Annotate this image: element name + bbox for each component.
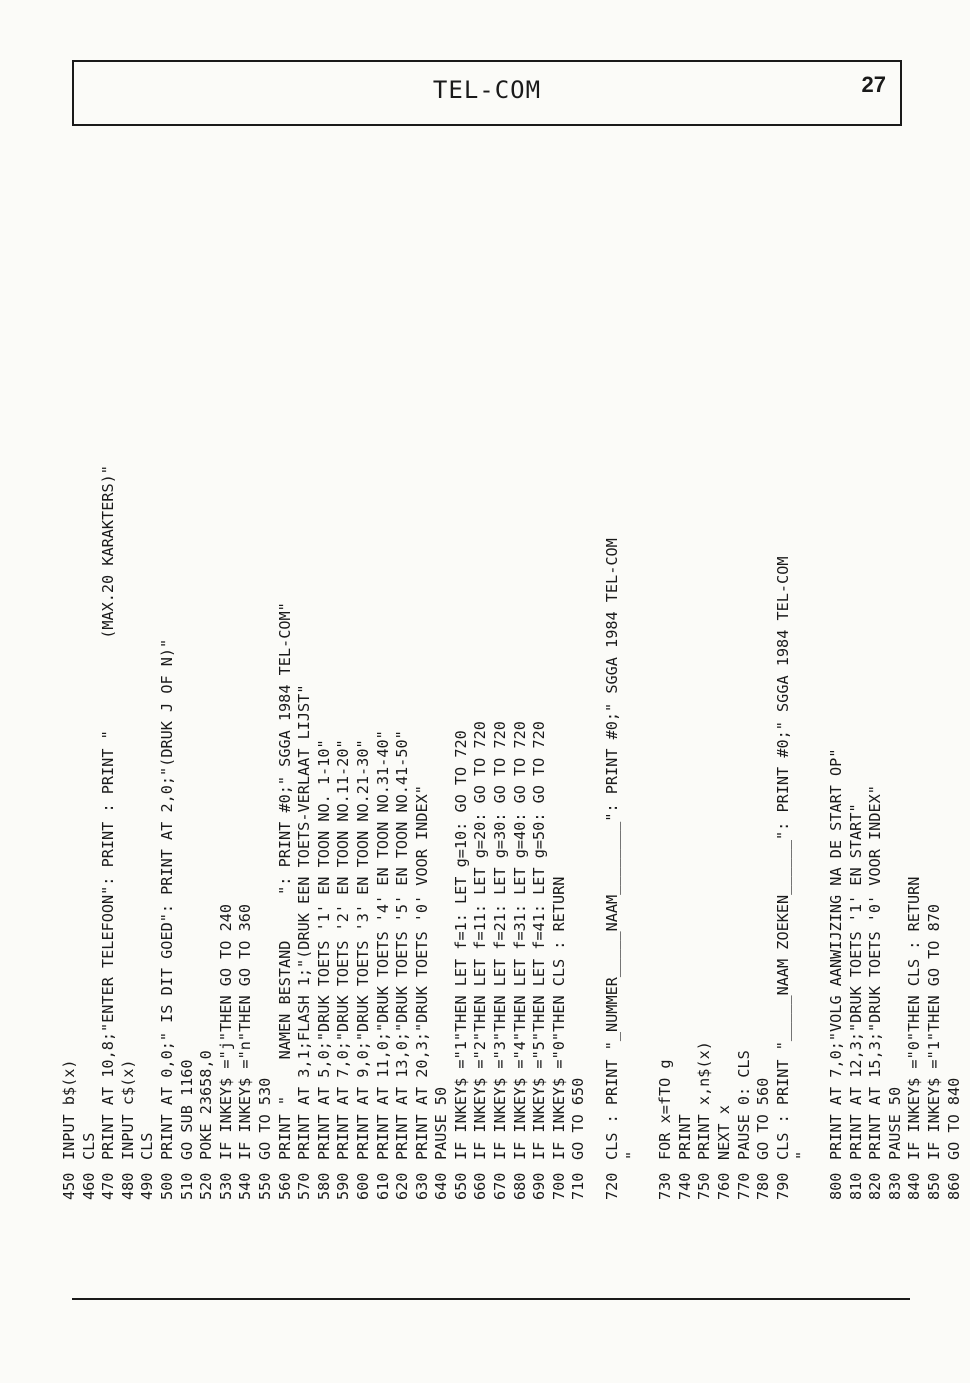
footer-rule — [72, 1298, 910, 1300]
line-number: 830 — [885, 1172, 904, 1200]
code-line — [315, 240, 335, 1200]
code-line — [754, 240, 774, 1200]
line-number: 840 — [905, 1172, 924, 1200]
line-number: 580 — [314, 1172, 333, 1200]
line-number: 610 — [373, 1172, 392, 1200]
line-number: 560 — [275, 1172, 294, 1200]
line-gap — [642, 240, 656, 1200]
code-line — [178, 240, 198, 1200]
line-number: 570 — [295, 1172, 314, 1200]
line-code: GO TO 560 — [754, 1077, 773, 1160]
line-code: PRINT " NAMEN BESTAND ": PRINT #0;" SGGA 1984 TEL-COM" — [275, 602, 294, 1160]
line-code: IF INKEY$ ="4"THEN LET f=31: LET g=40: GO TO 720 — [510, 721, 529, 1160]
line-code: IF INKEY$ ="2"THEN LET f=11: LET g=20: GO TO 720 — [471, 721, 490, 1160]
line-code: GO SUB 1160 — [177, 1059, 196, 1160]
line-code: PRINT AT 12,3;"DRUK TOETS '1' EN START" — [846, 803, 865, 1160]
line-number: 510 — [177, 1172, 196, 1200]
code-line — [847, 240, 867, 1200]
code-line — [511, 240, 531, 1200]
line-code: IF INKEY$ ="3"THEN LET f=21: LET g=30: GO TO 720 — [491, 721, 510, 1160]
code-line — [276, 240, 296, 1200]
code-line — [217, 240, 237, 1200]
program-listing-area — [60, 240, 963, 1200]
line-number: 480 — [118, 1172, 137, 1200]
line-number: 650 — [451, 1172, 470, 1200]
line-number: 540 — [236, 1172, 255, 1200]
line-code: PRINT AT 13,0;"DRUK TOETS '5' EN TOON NO.41-50" — [393, 730, 412, 1160]
line-number: 800 — [826, 1172, 845, 1200]
line-code: PRINT x,n$(x) — [695, 1041, 714, 1160]
code-line — [236, 240, 256, 1200]
code-line — [925, 240, 945, 1200]
line-number: 750 — [695, 1172, 714, 1200]
code-line — [197, 240, 217, 1200]
code-line — [295, 240, 315, 1200]
line-code: PRINT AT 0,0;" IS DIT GOED": PRINT AT 2,0;"(DRUK J OF N)" — [157, 638, 176, 1160]
line-code: INPUT c$(x) — [118, 1059, 137, 1160]
line-number: 780 — [754, 1172, 773, 1200]
code-line — [676, 240, 696, 1200]
code-line — [119, 240, 139, 1200]
line-code: CLS : PRINT "_NUMMER_____NAAM________": PRINT #0;" SGGA 1984 TEL-COM — [603, 538, 622, 1160]
line-code: IF INKEY$ ="0"THEN CLS : RETURN — [549, 876, 568, 1160]
line-code: NEXT x — [715, 1105, 733, 1160]
code-line — [354, 240, 374, 1200]
line-code: PRINT AT 15,3;"DRUK TOETS '0' VOOR INDEX" — [866, 785, 885, 1160]
line-code: PRINT AT 7,0;"DRUK TOETS '2' EN TOON NO.11-20" — [334, 739, 353, 1160]
line-code: PAUSE 0: CLS — [734, 1050, 753, 1160]
line-number: 620 — [393, 1172, 412, 1200]
code-line — [334, 240, 354, 1200]
code-line — [550, 240, 570, 1200]
line-code: PRINT AT 20,3;"DRUK TOETS '0' VOOR INDEX" — [412, 785, 431, 1160]
line-code: CLS : PRINT "_____NAAM ZOEKEN______": PRINT #0;" SGGA 1984 TEL-COM — [773, 556, 792, 1160]
line-number: 550 — [255, 1172, 274, 1200]
page-header — [72, 60, 902, 126]
code-line — [60, 240, 80, 1200]
line-number: 770 — [734, 1172, 753, 1200]
code-line — [886, 240, 906, 1200]
line-code: PAUSE 50 — [432, 1086, 451, 1160]
line-code: FOR x=fTO g — [656, 1059, 675, 1160]
line-number: 490 — [138, 1172, 157, 1200]
line-number: 470 — [99, 1172, 118, 1200]
line-code: PRINT AT 10,8;"ENTER TELEFOON": PRINT : PRINT " (MAX.20 KARAKTERS)" — [99, 465, 118, 1160]
line-code: IF INKEY$ ="0"THEN CLS : RETURN — [905, 876, 924, 1160]
line-code: PRINT AT 11,0;"DRUK TOETS '4' EN TOON NO.31-40" — [373, 730, 392, 1160]
line-gap — [813, 240, 827, 1200]
line-number: 530 — [216, 1172, 235, 1200]
line-number: 640 — [432, 1172, 451, 1200]
line-number: 450 — [60, 1172, 78, 1200]
line-number: 710 — [569, 1172, 588, 1200]
code-line — [256, 240, 276, 1200]
page-title: TEL-COM — [432, 76, 542, 104]
line-code: IF INKEY$ ="5"THEN LET f=41: LET g=50: GO TO 720 — [530, 721, 549, 1160]
line-code: PRINT AT 5,0;"DRUK TOETS '1' EN TOON NO. 1-10" — [314, 739, 333, 1160]
line-code: IF INKEY$ ="1"THEN LET f=1: LET g=10: GO TO 720 — [451, 730, 470, 1160]
code-line — [945, 240, 965, 1200]
line-code: PAUSE 50 — [885, 1086, 904, 1160]
line-code: IF INKEY$ ="j"THEN GO TO 240 — [216, 903, 235, 1160]
line-number: 730 — [656, 1172, 675, 1200]
line-code: PRINT AT 3,1;FLASH 1;"(DRUK EEN TOETS-VERLAAT LIJST" — [295, 684, 314, 1160]
line-code: GO TO 650 — [569, 1077, 588, 1160]
line-number: 810 — [846, 1172, 865, 1200]
line-code: CLS — [79, 1132, 98, 1160]
line-number: 590 — [334, 1172, 353, 1200]
line-code: POKE 23658,0 — [197, 1050, 216, 1160]
line-code: CLS — [138, 1132, 157, 1160]
code-line — [603, 240, 623, 1200]
code-line — [158, 240, 178, 1200]
line-number: 680 — [510, 1172, 529, 1200]
line-number: 500 — [157, 1172, 176, 1200]
line-code: GO TO 840 — [944, 1077, 963, 1160]
line-code: PRINT AT 7,0;"VOLG AANWIJZING NA DE START OP" — [826, 748, 845, 1160]
code-line — [774, 240, 794, 1200]
program-listing — [60, 240, 963, 1200]
line-number: 460 — [79, 1172, 98, 1200]
code-line — [471, 240, 491, 1200]
code-line — [393, 240, 413, 1200]
line-number: 660 — [471, 1172, 490, 1200]
line-code: IF INKEY$ ="n"THEN GO TO 360 — [236, 903, 255, 1160]
code-line — [374, 240, 394, 1200]
line-code: PRINT — [675, 1114, 694, 1160]
line-number: 600 — [353, 1172, 372, 1200]
line-number: 700 — [549, 1172, 568, 1200]
line-code: INPUT b$(x) — [60, 1059, 78, 1160]
line-code: " — [793, 1150, 812, 1160]
line-gap — [589, 240, 603, 1200]
line-number: 850 — [924, 1172, 943, 1200]
line-number: 790 — [773, 1172, 792, 1200]
code-line — [827, 240, 847, 1200]
line-number: 690 — [530, 1172, 549, 1200]
code-line — [99, 240, 119, 1200]
code-line — [905, 240, 925, 1200]
line-number: 630 — [412, 1172, 431, 1200]
code-line — [432, 240, 452, 1200]
code-line — [569, 240, 589, 1200]
page-number: 27 — [861, 72, 886, 97]
line-code: PRINT AT 9,0;"DRUK TOETS '3' EN TOON NO.21-30" — [353, 739, 372, 1160]
line-number: 670 — [491, 1172, 510, 1200]
code-line — [623, 240, 643, 1200]
code-line — [80, 240, 100, 1200]
code-line — [530, 240, 550, 1200]
code-line — [695, 240, 715, 1200]
code-line — [793, 240, 813, 1200]
line-number: 860 — [944, 1172, 963, 1200]
line-number: 760 — [715, 1172, 733, 1200]
code-line — [656, 240, 676, 1200]
code-line — [452, 240, 472, 1200]
line-code: GO TO 530 — [255, 1077, 274, 1160]
line-code: " — [622, 1150, 641, 1160]
code-line — [715, 240, 735, 1200]
code-line — [413, 240, 433, 1200]
line-number: 740 — [675, 1172, 694, 1200]
code-line — [138, 240, 158, 1200]
line-code: IF INKEY$ ="1"THEN GO TO 870 — [924, 903, 943, 1160]
code-line — [735, 240, 755, 1200]
line-number: 820 — [866, 1172, 885, 1200]
code-line — [491, 240, 511, 1200]
line-number: 520 — [197, 1172, 216, 1200]
code-line — [866, 240, 886, 1200]
line-number: 720 — [603, 1172, 622, 1200]
